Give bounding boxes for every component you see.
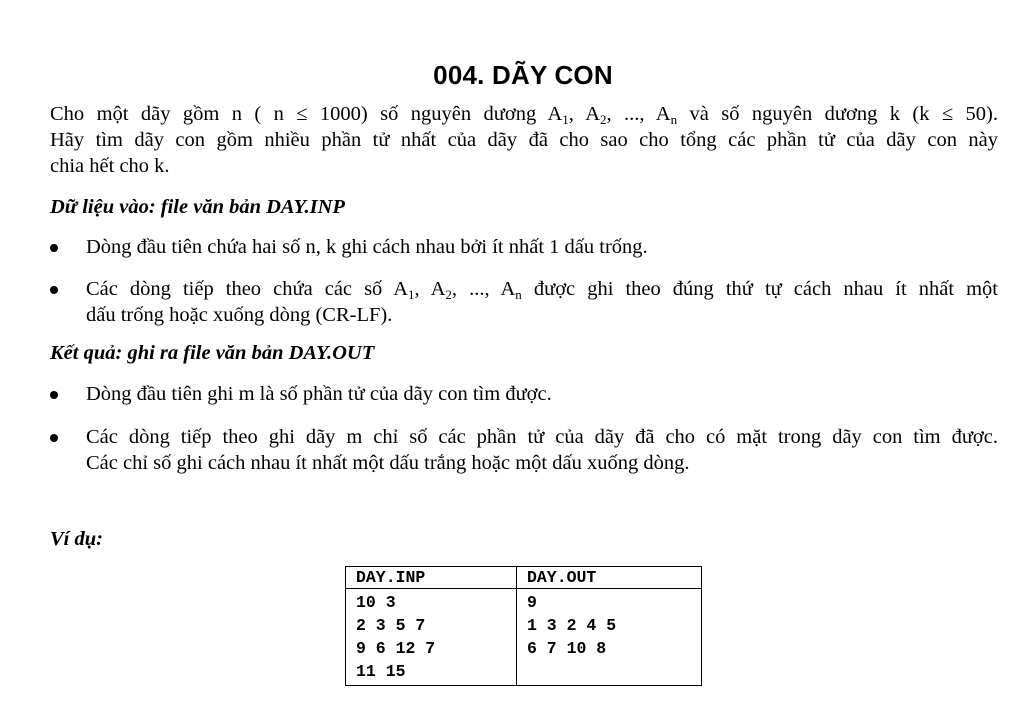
example-table — [345, 566, 702, 686]
bullet-dot-icon — [50, 286, 58, 294]
bullet-dot-icon — [50, 391, 58, 399]
intro-paragraph — [50, 101, 998, 179]
output-cell — [517, 589, 702, 686]
page-title: 004. DÃY CON — [433, 60, 613, 90]
table-header-output: DAY.OUT — [517, 567, 702, 589]
input-cell — [346, 589, 517, 686]
input-heading: Dữ liệu vào: file văn bản DAY.INP — [50, 196, 345, 218]
bullet-dot-icon — [50, 244, 58, 252]
bullet-dot-icon — [50, 434, 58, 442]
example-heading: Ví dụ: — [50, 528, 103, 550]
table-header-input: DAY.INP — [346, 567, 517, 589]
input-line: 2 3 5 7 — [356, 616, 426, 635]
input-line: 9 6 12 7 — [356, 639, 436, 658]
input-line: 10 3 — [356, 593, 396, 612]
output-line: 1 3 2 4 5 — [527, 616, 617, 635]
input-line: 11 15 — [356, 662, 406, 681]
intro-line-3: chia hết cho k. — [50, 155, 170, 177]
document-page: 004. DÃY CON Cho một dãy gồm n ( n ≤ 1000) số nguyên dương $A_1$, $A_2$, ..., $A_n$ và số nguyên dương k (k ≤ 50). Hãy tìm dãy con gồm nhiều phần tử nhất của dãy đã cho sao cho tổng các phần tử của dãy con này chia hết cho k. Dữ liệu vào: file văn bản DAY.INP Dòng đầu tiên chứa hai số n, k ghi cách nhau bởi ít nhất 1 dấu trống. Các dòng tiếp theo chứa các số $A_1$, $A_2$, ..., $A_n$ được ghi theo đúng thứ tự cách nhau ít nhất một dấu trống hoặc xuống dòng (CR-LF). Kết quả: ghi ra file văn bản DAY.OUT Dòng đầu tiên ghi m là số phần tử của dãy con tìm được. Các dòng tiếp theo ghi dãy m chỉ số các phần tử của dãy đã cho có mặt trong dãy con tìm được. Các chỉ số ghi cách nhau ít nhất một dấu trắng hoặc một dấu xuống dòng. Ví dụ: DAY.INP DAY.OUT 10 3 2 3 5 7 9 6 12 7 11 15 9 1 3 2 4 5 6 7 10 8 — [0, 0, 1024, 706]
intro-line-1: Cho một dãy gồm n ( n ≤ 1000) số nguyên dương $A_1$, $A_2$, ..., $A_n$ và số nguyên dương k (k ≤ 50). — [50, 103, 998, 127]
output-line: 6 7 10 8 — [527, 639, 607, 658]
output-heading: Kết quả: ghi ra file văn bản DAY.OUT — [50, 342, 375, 364]
output-line: 9 — [527, 593, 537, 612]
intro-line-2: Hãy tìm dãy con gồm nhiều phần tử nhất của dãy đã cho sao cho tổng các phần tử của dãy con này — [50, 129, 998, 151]
